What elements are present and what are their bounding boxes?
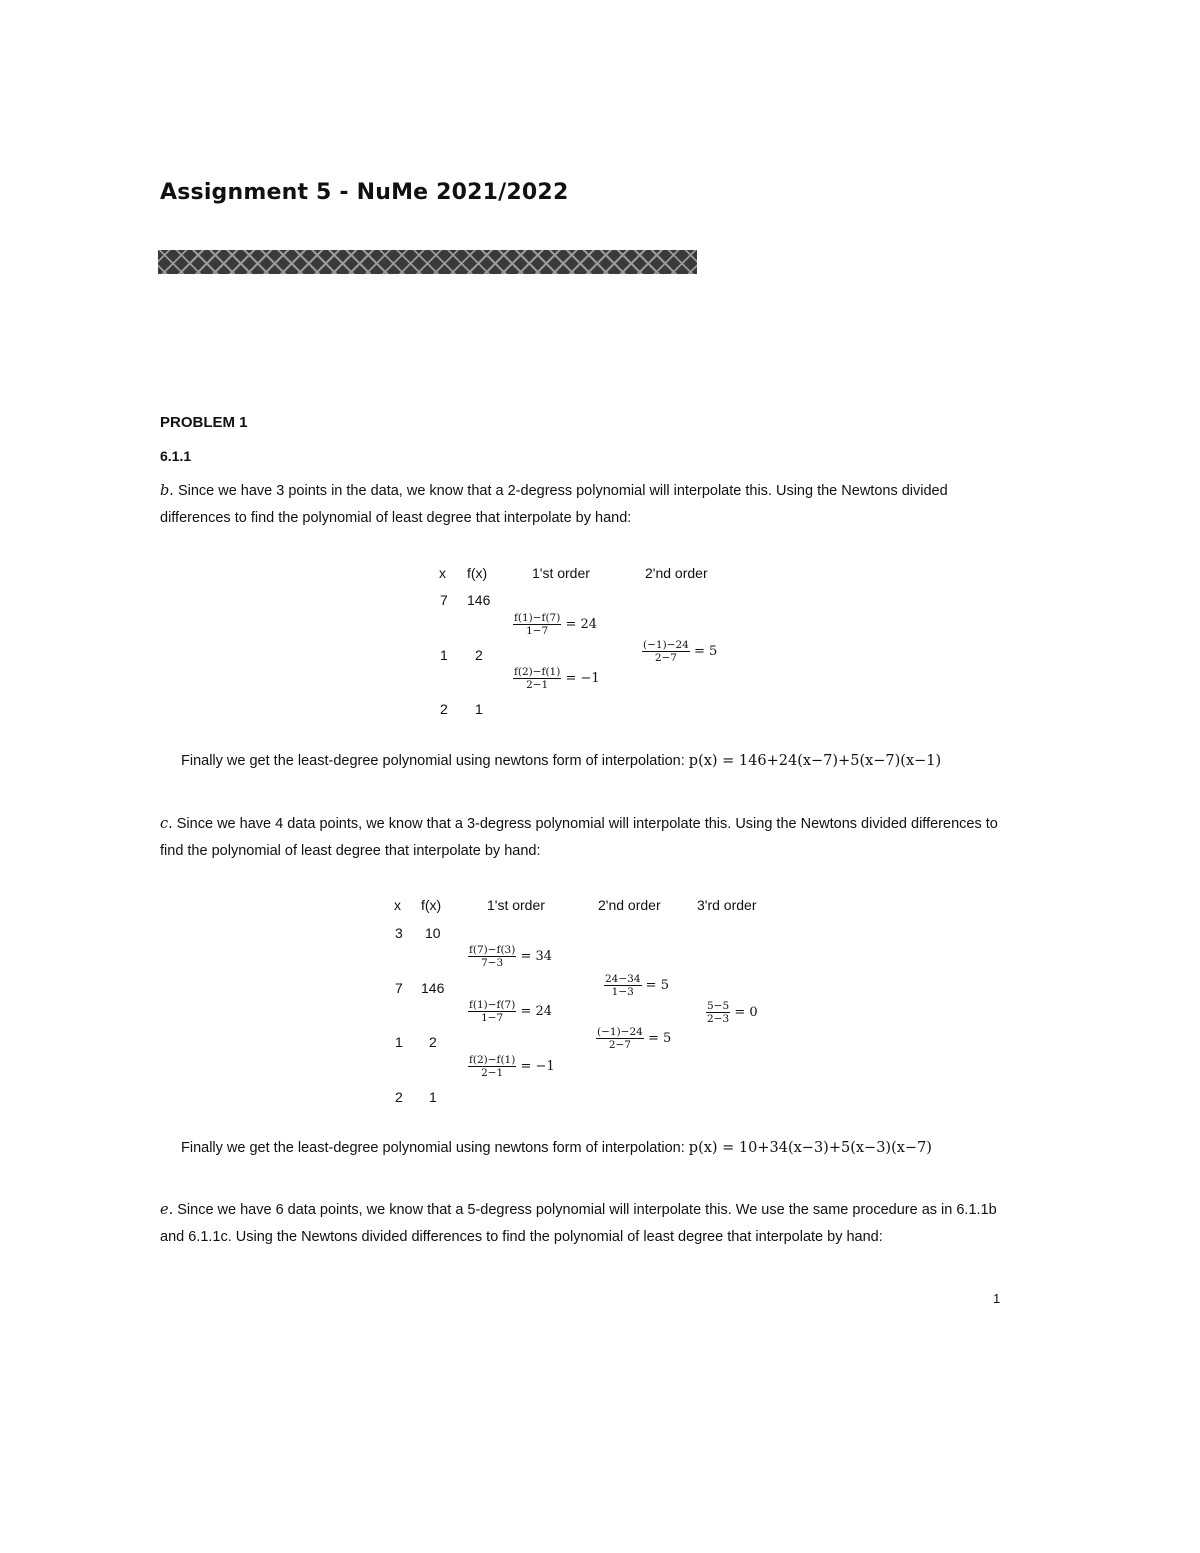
- fraction-denominator: 1−3: [611, 986, 634, 998]
- fraction-denominator: 1−7: [526, 625, 549, 637]
- section-heading: 6.1.1: [160, 448, 192, 464]
- b-x-value: 7: [440, 592, 448, 608]
- b-fx-value: 1: [475, 701, 483, 717]
- final-text: Finally we get the least-degree polynomial using newtons form of interpolation:: [181, 1140, 685, 1156]
- final-polynomial: p(x) = 10+34(x−3)+5(x−3)(x−7): [688, 1140, 932, 1156]
- fraction-numerator: f(1)−f(7): [469, 999, 516, 1011]
- fraction-denominator: 2−3: [707, 1013, 730, 1025]
- b-x-value: 1: [440, 647, 448, 663]
- c-x-value: 3: [395, 925, 403, 941]
- c-x-value: 7: [395, 980, 403, 996]
- part-b-paragraph: [160, 478, 1005, 532]
- page-title: Assignment 5 - NuMe 2021/2022: [160, 180, 569, 205]
- final-polynomial: p(x) = 146+24(x−7)+5(x−7)(x−1): [688, 753, 942, 769]
- part-e-text: Since we have 6 data points, we know that a 5-degress polynomial will interpolate this. We use the same procedure as in 6.1.1b and 6.1.1c. Using the Newtons divided differences to find the polynomial of least degree that interpolate by hand:: [160, 1202, 997, 1245]
- c-second-order-entry: [596, 1026, 671, 1051]
- fraction-denominator: 2−1: [526, 679, 549, 691]
- c-header-fx: f(x): [421, 897, 442, 913]
- b-header-second-order: 2'nd order: [645, 565, 708, 581]
- fraction-numerator: 24−34: [605, 973, 641, 985]
- b-fx-value: 2: [475, 647, 483, 663]
- fraction-result: = −1: [565, 671, 600, 686]
- c-second-order-entry: [604, 973, 669, 998]
- problem-heading: PROBLEM 1: [160, 414, 248, 431]
- c-first-order-entry: [468, 944, 552, 969]
- fraction-result: = 0: [734, 1005, 758, 1020]
- fraction-denominator: 2−7: [654, 652, 677, 664]
- fraction-denominator: 2−1: [481, 1067, 504, 1079]
- fraction-result: = 5: [693, 644, 718, 659]
- fraction-numerator: (−1)−24: [597, 1026, 643, 1038]
- part-c-paragraph: [160, 811, 1005, 865]
- c-fx-value: 1: [429, 1089, 437, 1105]
- c-header-second-order: 2'nd order: [598, 897, 661, 913]
- part-e-paragraph: [160, 1197, 1005, 1251]
- b-fx-value: 146: [467, 592, 491, 608]
- page-number: 1: [993, 1291, 1001, 1306]
- part-c-final-line: [181, 1140, 932, 1156]
- c-x-value: 2: [395, 1089, 403, 1105]
- part-c-label: c.: [160, 816, 173, 832]
- fraction-result: = 34: [520, 949, 553, 964]
- part-e-label: e.: [160, 1202, 174, 1218]
- b-header-x: x: [439, 565, 446, 581]
- fraction-result: = 5: [647, 1031, 672, 1046]
- fraction-denominator: 7−3: [481, 957, 504, 969]
- fraction-result: = 24: [565, 617, 598, 632]
- c-fx-value: 2: [429, 1034, 437, 1050]
- b-header-first-order: 1'st order: [532, 565, 590, 581]
- redacted-author-bar: [158, 250, 697, 274]
- b-second-order-entry: [642, 639, 717, 664]
- part-b-label: b.: [160, 483, 174, 499]
- part-b-final-line: [181, 753, 941, 769]
- fraction-numerator: f(2)−f(1): [469, 1054, 516, 1066]
- b-first-order-entry: [513, 612, 597, 637]
- fraction-result: = 5: [645, 978, 669, 993]
- fraction-result: = 24: [520, 1004, 553, 1019]
- part-c-text: Since we have 4 data points, we know that a 3-degress polynomial will interpolate this. Using the Newtons divided differences to find the polynomial of least degree that interpolate by hand:: [160, 816, 998, 859]
- c-third-order-entry: [706, 1000, 758, 1025]
- c-first-order-entry: [468, 1054, 555, 1079]
- fraction-numerator: f(2)−f(1): [514, 666, 561, 678]
- b-header-fx: f(x): [467, 565, 488, 581]
- fraction-denominator: 2−7: [608, 1039, 631, 1051]
- c-fx-value: 10: [425, 925, 441, 941]
- b-first-order-entry: [513, 666, 600, 691]
- c-first-order-entry: [468, 999, 552, 1024]
- b-x-value: 2: [440, 701, 448, 717]
- c-header-x: x: [394, 897, 401, 913]
- c-fx-value: 146: [421, 980, 445, 996]
- c-header-first-order: 1'st order: [487, 897, 545, 913]
- final-text: Finally we get the least-degree polynomial using newtons form of interpolation:: [181, 753, 685, 769]
- fraction-numerator: 5−5: [707, 1000, 730, 1012]
- fraction-numerator: (−1)−24: [643, 639, 689, 651]
- fraction-numerator: f(1)−f(7): [514, 612, 561, 624]
- fraction-result: = −1: [520, 1059, 555, 1074]
- fraction-denominator: 1−7: [481, 1012, 504, 1024]
- fraction-numerator: f(7)−f(3): [469, 944, 516, 956]
- c-x-value: 1: [395, 1034, 403, 1050]
- part-b-text: Since we have 3 points in the data, we know that a 2-degress polynomial will interpolate this. Using the Newtons divided differences to find the polynomial of least degree that interpolate by hand:: [160, 483, 948, 526]
- c-header-third-order: 3'rd order: [697, 897, 757, 913]
